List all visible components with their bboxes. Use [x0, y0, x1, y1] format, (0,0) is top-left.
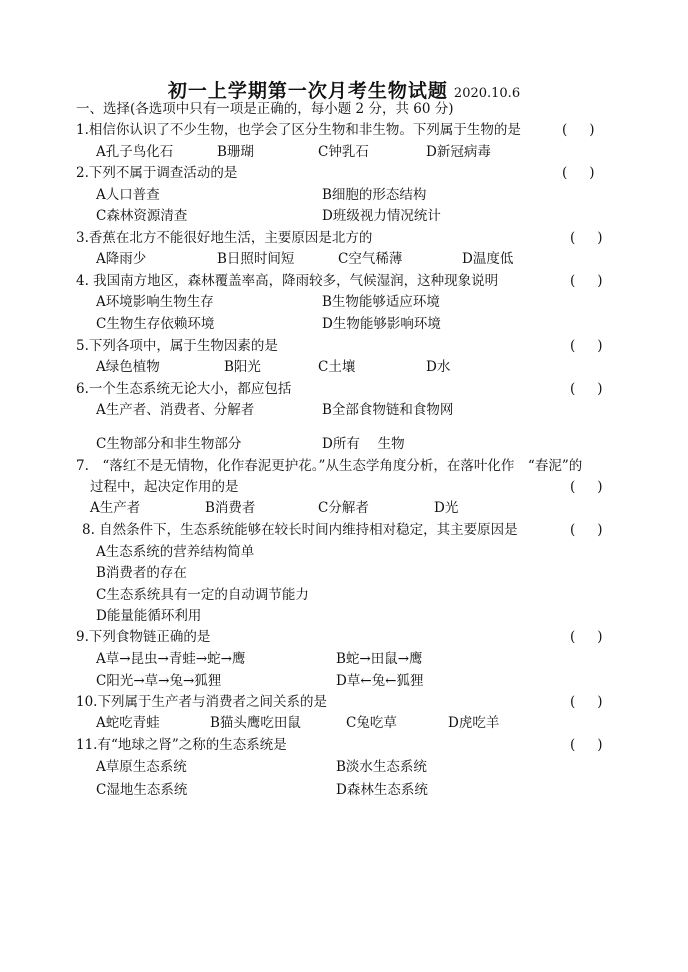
q4-stem: 4. 我国南方地区，森林覆盖率高，降雨较多，气候湿润，这种现象说明	[76, 273, 499, 289]
q3-answer-blank[interactable]: ( )	[570, 230, 603, 246]
q11-option-a: A草原生态系统	[96, 759, 187, 775]
q3-option-d: D温度低	[462, 251, 514, 267]
q10-option-c: C兔吃草	[346, 715, 397, 731]
q7-answer-blank[interactable]: ( )	[570, 479, 603, 495]
q11-option-d: D森林生态系统	[336, 782, 428, 798]
q4-option-c: C生物生存依赖环境	[96, 316, 215, 332]
q3-option-c: C空气稀薄	[338, 251, 403, 267]
q5-answer-blank[interactable]: ( )	[570, 338, 603, 354]
q10-option-b: B猫头鹰吃田鼠	[210, 715, 301, 731]
q1-stem: 1.相信你认识了不少生物，也学会了区分生物和非生物。下列属于生物的是	[76, 122, 521, 138]
q11-answer-blank[interactable]: ( )	[570, 737, 603, 753]
q10-option-d: D虎吃羊	[448, 715, 500, 731]
q5-option-d: D水	[426, 359, 451, 375]
exam-date: 2020.10.6	[453, 86, 521, 101]
q5-option-b: B阳光	[224, 359, 261, 375]
q2-option-a: A人口普查	[96, 187, 160, 203]
q8-option-c: C生态系统具有一定的自动调节能力	[96, 587, 309, 603]
q7-stem-line2: 过程中，起决定作用的是	[90, 479, 239, 495]
q8-answer-blank[interactable]: ( )	[570, 522, 603, 538]
q3-option-a: A降雨少	[96, 251, 147, 267]
q7-option-d: D光	[434, 500, 459, 516]
q2-answer-blank[interactable]: ( )	[562, 165, 595, 181]
q9-option-d: D草←兔←狐狸	[336, 673, 424, 689]
q3-stem: 3.香蕉在北方不能很好地生活，主要原因是北方的	[76, 230, 373, 246]
q10-answer-blank[interactable]: ( )	[570, 694, 603, 710]
q9-option-a: A草→昆虫→青蛙→蛇→鹰	[96, 651, 246, 667]
q1-option-d: D新冠病毒	[426, 144, 491, 160]
q11-option-c: C湿地生态系统	[96, 782, 188, 798]
q6-option-c: C生物部分和非生物部分	[96, 436, 242, 452]
q7-option-c: C分解者	[318, 500, 369, 516]
q8-option-b: B消费者的存在	[96, 565, 187, 581]
q6-option-d: D所有 生物	[322, 436, 405, 452]
q7-option-b: B消费者	[205, 500, 256, 516]
q1-option-a: A孔子鸟化石	[96, 144, 174, 160]
q2-stem: 2.下列不属于调查活动的是	[76, 165, 238, 181]
q9-option-c: C阳光→草→兔→狐狸	[96, 673, 222, 689]
q4-option-a: A环境影响生物生存	[96, 294, 214, 310]
q6-option-b: B全部食物链和食物网	[322, 402, 454, 418]
q4-option-d: D生物能够影响环境	[322, 316, 441, 332]
q5-option-a: A绿色植物	[96, 359, 160, 375]
q9-stem: 9.下列食物链正确的是	[76, 629, 211, 645]
q4-option-b: B生物能够适应环境	[322, 294, 440, 310]
q8-option-d: D能量能循环利用	[96, 608, 202, 624]
exam-title	[0, 76, 688, 103]
q9-answer-blank[interactable]: ( )	[570, 629, 603, 645]
q8-stem: 8. 自然条件下，生态系统能够在较长时间内维持相对稳定，其主要原因是	[82, 522, 518, 538]
section-heading: 一、选择(各选项中只有一项是正确的，每小题 2 分，共 60 分)	[76, 101, 454, 117]
q6-answer-blank[interactable]: ( )	[570, 381, 603, 397]
q8-option-a: A生态系统的营养结构简单	[96, 544, 255, 560]
q9-option-b: B蛇→田鼠→鹰	[336, 651, 423, 667]
q11-option-b: B淡水生态系统	[336, 759, 427, 775]
q10-option-a: A蛇吃青蛙	[96, 715, 160, 731]
q11-stem: 11.有“地球之肾”之称的生态系统是	[76, 737, 287, 753]
title-text: 初一上学期第一次月考生物试题	[167, 80, 448, 102]
q1-option-b: B珊瑚	[217, 144, 254, 160]
q6-option-a: A生产者、消费者、分解者	[96, 402, 255, 418]
q6-stem: 6.一个生态系统无论大小，都应包括	[76, 381, 292, 397]
q7-stem-line1: 7. “落红不是无情物，化作春泥更护花。”从生态学角度分析，在落叶化作 “春泥”的	[76, 458, 583, 474]
q3-option-b: B日照时间短	[217, 251, 295, 267]
q5-stem: 5.下列各项中，属于生物因素的是	[76, 338, 278, 354]
q2-option-b: B细胞的形态结构	[322, 187, 427, 203]
q2-option-d: D班级视力情况统计	[322, 208, 441, 224]
q5-option-c: C土壤	[318, 359, 356, 375]
q7-option-a: A生产者	[90, 500, 141, 516]
q1-answer-blank[interactable]: ( )	[562, 122, 595, 138]
q4-answer-blank[interactable]: ( )	[570, 273, 603, 289]
q10-stem: 10.下列属于生产者与消费者之间关系的是	[76, 694, 327, 710]
q2-option-c: C森林资源清查	[96, 208, 188, 224]
q1-option-c: C钟乳石	[318, 144, 369, 160]
